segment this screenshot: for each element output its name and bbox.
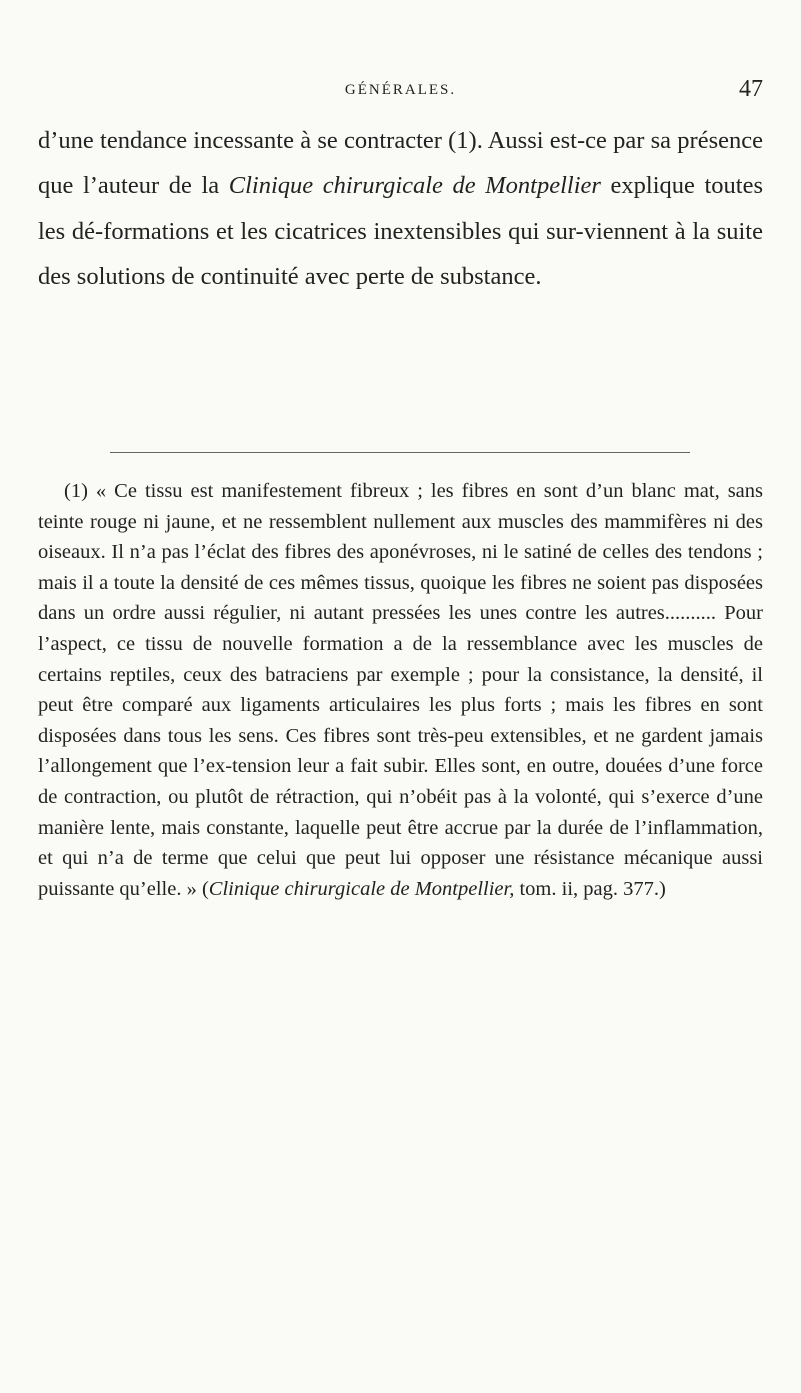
footnote-source-title: Clinique chirurgicale de Montpellier, — [208, 877, 515, 900]
main-paragraph — [38, 118, 763, 300]
book-title-italic: Clinique chirurgicale de Montpellier — [228, 172, 601, 200]
footnote-divider — [110, 452, 690, 453]
page-number: 47 — [739, 76, 763, 102]
footnote — [38, 476, 763, 904]
running-title: GÉNÉRALES. — [344, 82, 457, 98]
footnote-quote: « Ce tissu est manifestement fibreux ; les fibres en sont d’un blanc mat, sans teinte rouge ni jaune, et ne ressemblent nullement aux muscles des mammifères ni des oiseaux. Il n’a pas l’éclat des fibres des aponévroses, ni le satiné de celles des tendons ; mais il a toute la densité de ces mêmes tissus, quoique les fibres ne soient pas disposées dans un ordre aussi régulier, ni autant pressées les unes contre les autres.......... Pour l’aspect, ce tissu de nouvelle formation a de la ressemblance avec les muscles de certains reptiles, ceux des batraciens par exemple ; pour la consistance, la densité, il peut être comparé aux ligaments articulaires les plus forts ; mais les fibres en sont disposées dans tous les sens. Ces fibres sont très-peu extensibles, et ne gardent jamais l’allongement que l’ex-tension leur a fait subir. Elles sont, en outre, douées d’une force de contraction, ou plutôt de rétraction, qui n’obéit pas à la volonté, qui s’exerce d’une manière lente, mais constante, laquelle peut être accrue par la durée de l’inflammation, et qui n’a de terme que celui que peut lui opposer une résistance mécanique aussi puissante qu’elle. » ( — [38, 480, 764, 900]
page-header — [38, 76, 763, 106]
footnote-marker: (1) — [64, 480, 88, 502]
main-text-start: d’une tendance incessante à se contracter (1). Aussi est-ce par sa présence que l’auteur de la — [38, 127, 763, 200]
book-page — [38, 0, 763, 1393]
footnote-source-ref: tom. ii, pag. 377.) — [514, 877, 666, 900]
main-text-end: explique toutes les dé-formations et les cicatrices inextensibles qui sur-viennent à la suite des solutions de continuité avec perte de substance. — [38, 172, 763, 291]
